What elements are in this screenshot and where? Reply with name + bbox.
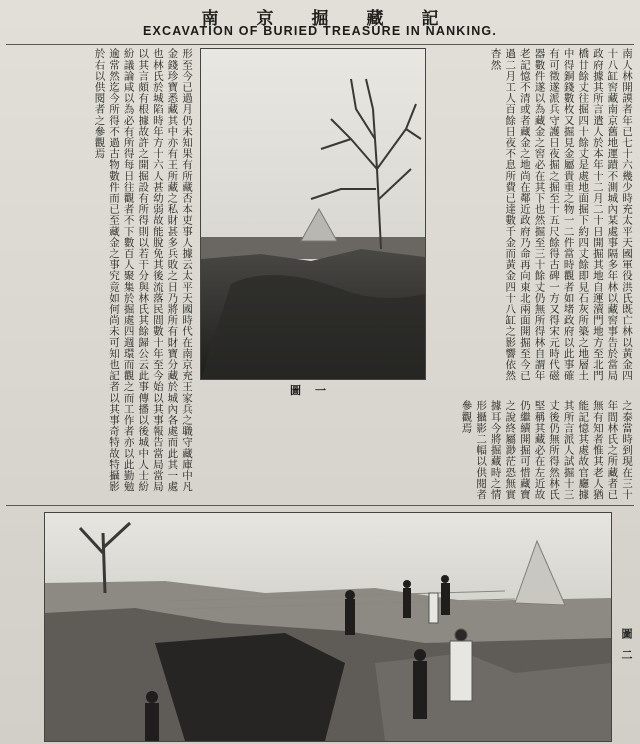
section-rule [6, 505, 634, 506]
article-middle-text: 之泰當時到現在三十年間林氏之所藏者已無有知者惟其老人猶能記憶其處故官廳據其所言派人試掘十三丈後仍無所得然林氏堅稱其藏必在左近故仍繼續開掘可惜藏寶之說終屬渺茫恐無實據耳今將掘藏時之情形攝影二幅以供閱者參觀焉 [460, 400, 633, 500]
figure-2-image [45, 513, 611, 741]
title-english: EXCAVATION OF BURIED TREASURE IN NANKING. [142, 24, 498, 38]
figure-2-photo [44, 512, 612, 742]
figure-1-photo [200, 48, 426, 380]
figure-1-label: 圖一 [290, 384, 340, 397]
article-right-text: 南人林開謨者年已七十六幾少時充太平天國軍役洪氏既亡林以黃金四十八缸窖藏南京舊地運蹟不測城內某處事隔多年林以藏窖事告於當局政府據其所言遣人於本年十二月二十日開掘其地自運瀆門地方至北門橋廿餘丈往掘四十餘丈是處地面掘下約四丈餘即見石灰所築之地層土中得銅錢數枚又掘見金屬貴重之物一二件當時觀者如堵政府以此事確有可徵遂派兵守護日夜掘之掘至十五尺餘得古碑一方又得宋元時代磁器數件遂以為藏金之窖必在其下也然掘至三十餘丈仍無所得林自謂年老記憶不清或者藏金之地尚在鄰近政府乃命再向東北兩面開掘至今已過二月工人百餘日夜不息所費已達數千金而黃金四十八缸之影響依然杳然 [489, 48, 633, 381]
title-chinese: 南京掘藏記 [201, 9, 477, 29]
figure-1-image [201, 49, 425, 379]
header-rule [6, 44, 634, 45]
article-left-text: 形至今已過月仍未知果有所藏否本吏事人據云太平天國時代在南京充王家兵之職守藏庫中凡金錢珍寶悉藏其中亦有王所藏之私財甚多兵敗之日乃將所有財寶分藏於城內各處而此其一處也林氏於城陷時年方十六人甚幼弱故能脫免其後流落民間數十年至今始以其事報告當局當局以其言頗有根據故許之開掘設有所得則以若干分與林氏其餘歸公云此事傳播以後城中人士紛紛議論咸以為必有所得每日往觀者不下數百人聚集於掘處四週環而觀之而工作者亦以此勤勉逾常然迄今所得不過古物數件而已至藏金之事究竟如何尚未可知也記者以其事奇特故特攝影於右以供閱者之參觀焉 [93, 48, 193, 492]
figure-2-label: 圖二 [620, 628, 633, 670]
